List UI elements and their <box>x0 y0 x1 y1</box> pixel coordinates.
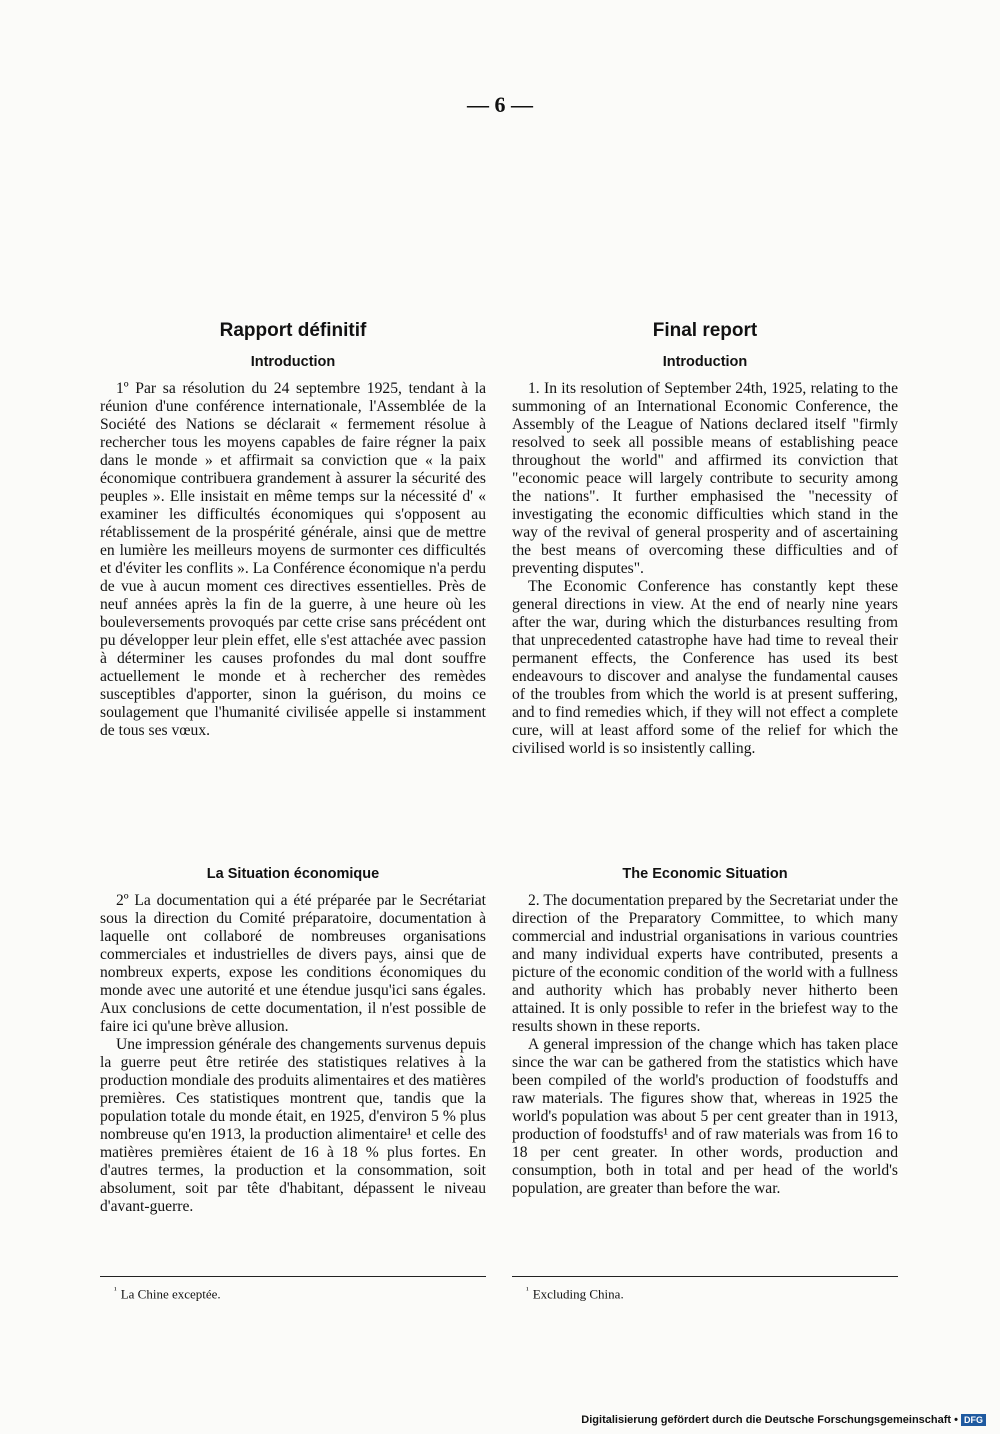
left-footnote-rule <box>100 1276 486 1277</box>
right-footnote-rule <box>512 1276 898 1277</box>
left-footnote-mark: ¹ <box>114 1285 117 1295</box>
right-footnote <box>512 1285 898 1302</box>
left-title: Rapport définitif <box>219 320 367 341</box>
right-section2-heading: The Economic Situation <box>622 866 788 882</box>
right-intro-paragraph-1: 1. In its resolution of September 24th, 1925, relating to the summoning of an International Economic Conference, the Assembly of the League of Nations declared itself "firmly resolved to seek all possible means of establishing peace throughout the world" and affirmed its conviction that "economic peace will largely contribute to security among the nations". It further emphasised the "necessity of investigating the economic difficulties which stand in the way of the revival of general prosperity and of ascertaining the best means of overcoming these difficulties and of preventing disputes". <box>512 380 898 577</box>
right-column-economic-situation <box>512 866 898 1198</box>
left-section2-paragraph-1: 2º La documentation qui a été préparée par le Secrétariat sous la direction du Comité préparatoire, documentation à laquelle ont collaboré de nombreuses organisations commerciales et industrielles de divers pays, ainsi que de nombreux experts, expose les conditions économiques du monde avec une autorité et une étendue jusqu'ici sans égales. Aux conclusions de cette documentation, il n'est possible de faire ici qu'une brève allusion. <box>100 892 486 1035</box>
left-section2-paragraph-2: Une impression générale des changements survenus depuis la guerre peut être retirée des statistiques relatives à la production mondiale des produits alimentaires et des matières premières. Ces statistiques montrent que, tandis que la population totale du monde était, en 1925, d'environ 5 % plus nombreuse qu'en 1913, la production alimentaire¹ et celle des matières premières étaient de 16 à 18 % plus fortes. En d'autres termes, la production et la consommation, soit absolument, soit par tête d'habitant, dépassent le niveau d'avant-guerre. <box>100 1036 486 1215</box>
left-section2-heading: La Situation économique <box>206 866 380 882</box>
dfg-logo: DFG <box>961 1414 986 1426</box>
left-footnote-text: La Chine exceptée. <box>120 1286 221 1302</box>
right-intro-paragraph-2: The Economic Conference has constantly kept these general directions in view. At the end of nearly nine years after the war, during which the disturbances resulting from that unprecedented catastrophe have had time to reveal their permanent effects, the Conference has used its best endeavours to discover and analyse the fundamental causes of the troubles from which the world is at present suffering, and to find remedies which, if they will not effect a complete cure, will at least afford some of the relief for which the civilised world is so insistently calling. <box>512 578 898 757</box>
left-intro-heading: Introduction <box>250 354 336 370</box>
credit-text: Digitalisierung gefördert durch die Deutsche Forschungsgemeinschaft • <box>581 1414 958 1426</box>
right-intro-heading: Introduction <box>662 354 748 370</box>
right-column-introduction <box>512 320 898 758</box>
left-column-economic-situation <box>100 866 486 1216</box>
right-section2-paragraph-2: A general impression of the change which has taken place since the war can be gathered from the statistics which have been compiled of the world's production of foodstuffs and raw materials. The figures show that, whereas in 1925 the world's population was about 5 per cent greater than in 1913, production of foodstuffs¹ and of raw materials was from 16 to 18 per cent greater. In other words, production and consumption, both in total and per head of the world's population, are greater than before the war. <box>512 1036 898 1197</box>
right-section2-paragraph-1: 2. The documentation prepared by the Secretariat under the direction of the Preparatory Committee, to which many commercial and industrial organisations in various countries and many individual experts have contributed, presents a picture of the economic condition of the world with a fullness and authority which has probably never hitherto been attained. It is only possible to refer in the briefest way to the results shown in these reports. <box>512 892 898 1035</box>
right-title: Final report <box>652 320 758 341</box>
page-number: — 6 — <box>467 92 533 117</box>
left-footnote <box>100 1285 486 1302</box>
left-column-introduction <box>100 320 486 740</box>
digitization-credit <box>581 1414 986 1426</box>
left-intro-paragraph-1: 1º Par sa résolution du 24 septembre 1925, tendant à la réunion d'une conférence internationale, l'Assemblée de la Société des Nations se déclarait « fermement résolue à rechercher tous les moyens capables de faire régner la paix dans le monde » et affirmait sa conviction que « la paix économique contribuera grandement à assurer la sécurité des peuples ». Elle insistait en même temps sur la nécessité d' « examiner les difficultés économiques qui s'opposent au rétablissement de la prospérité générale, ainsi que de mettre en lumière les meilleurs moyens de surmonter ces difficultés et d'éviter les conflits ». La Conférence économique n'a perdu de vue à aucun moment ces directives essentielles. Près de neuf années après la fin de la guerre, à une heure où les bouleversements provoqués par cette crise sans précédent ont pu développer leur plein effet, elle s'est attachée avec passion à déterminer les causes profondes du mal dont souffre actuellement le monde et à rechercher des remèdes susceptibles d'apporter, sinon la guérison, du moins ce soulagement que l'humanité civilisée appelle si instamment de tous ses vœux. <box>100 380 486 739</box>
right-footnote-mark: ¹ <box>526 1285 529 1295</box>
right-footnote-text: Excluding China. <box>532 1286 624 1302</box>
